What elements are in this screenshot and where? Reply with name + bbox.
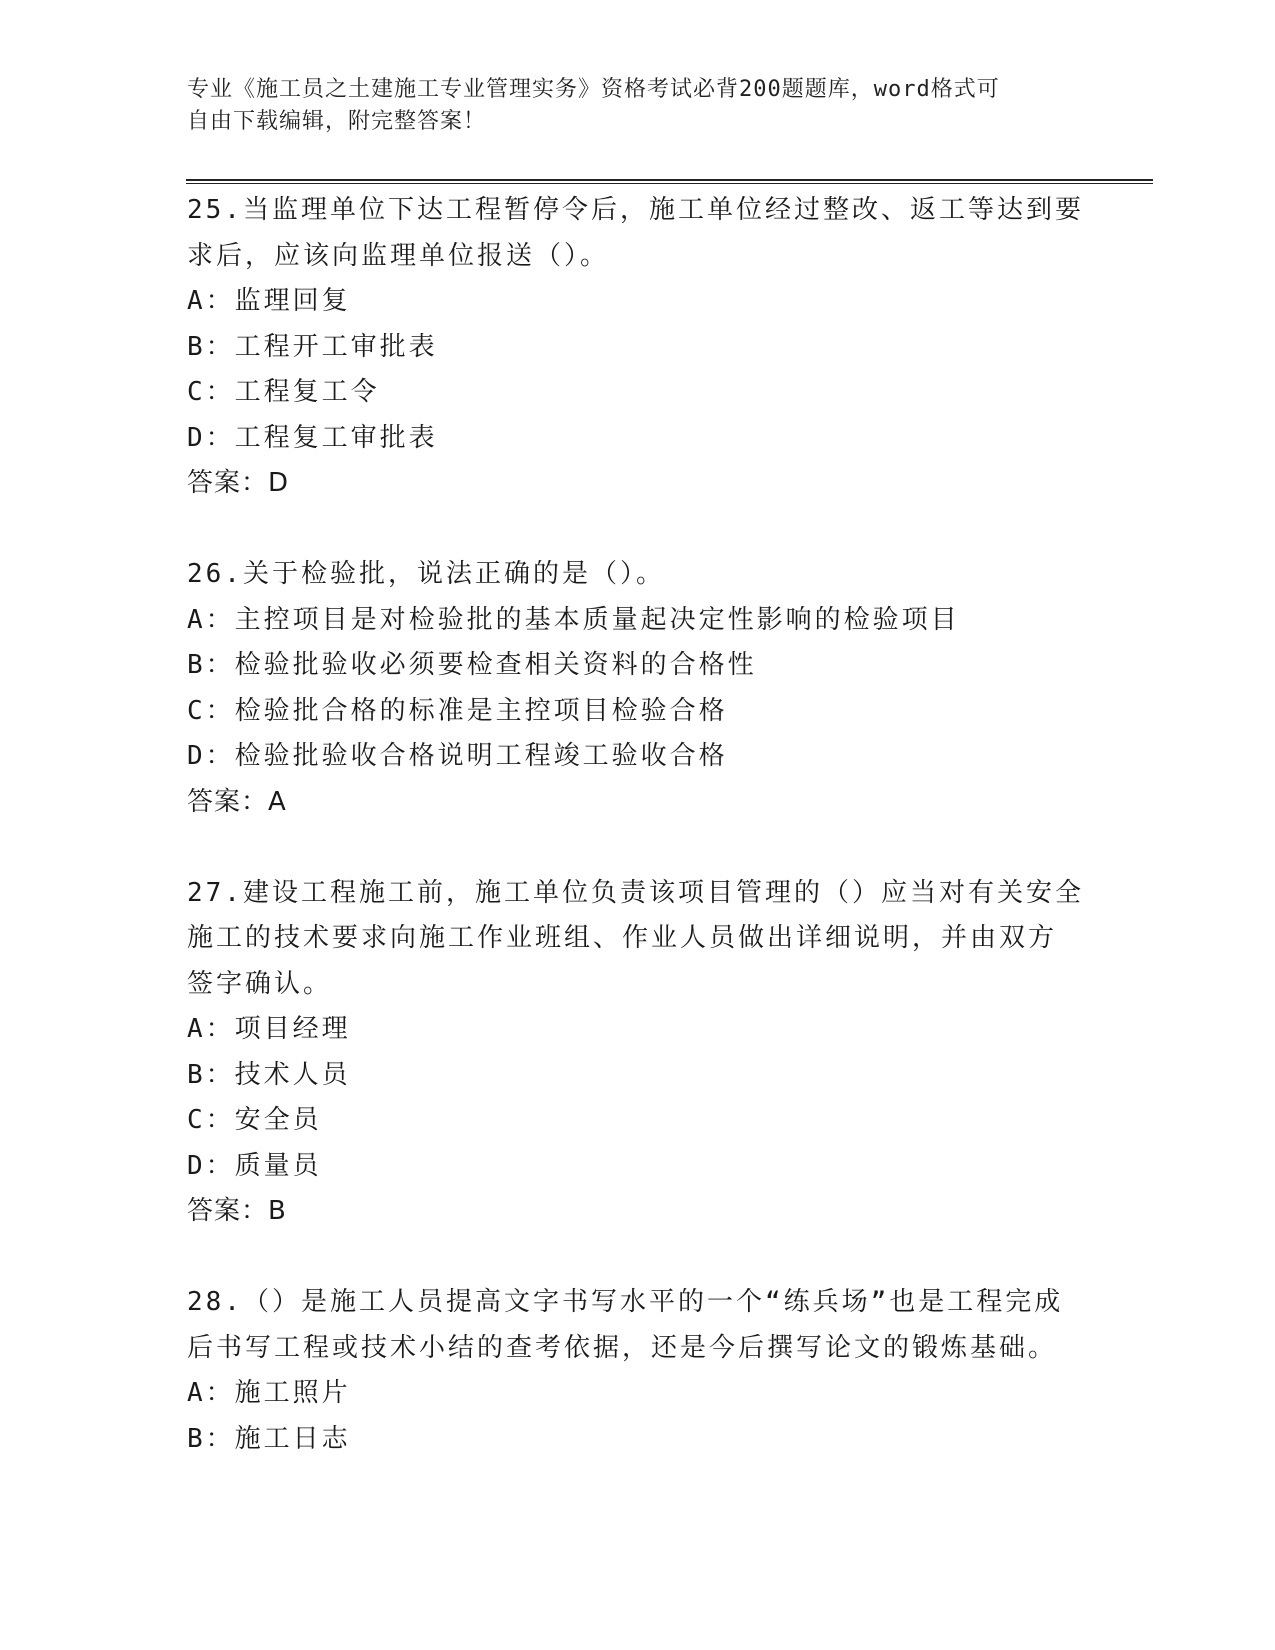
header-line-2: 自由下载编辑，附完整答案！ [187, 109, 487, 134]
option-c: C：安全员 [187, 1105, 322, 1135]
option-b: B：施工日志 [187, 1423, 351, 1454]
document-header [187, 74, 1087, 138]
question-text-line: 施工的技术要求向施工作业班组、作业人员做出详细说明，并由双方 [187, 923, 1058, 953]
option-d: D：工程复工审批表 [187, 422, 438, 453]
header-line-1: 专业《施工员之土建施工专业管理实务》资格考试必背200题题库，word格式可 [187, 77, 1000, 102]
question-text-line: 后书写工程或技术小结的查考依据，还是今后撰写论文的锻炼基础。 [187, 1332, 1058, 1363]
option-a: A：监理回复 [187, 286, 351, 316]
option-a: A：主控项目是对检验批的基本质量起决定性影响的检验项目 [187, 604, 960, 635]
answer-label: 答案：B [187, 1196, 287, 1226]
question-spacer [187, 507, 1087, 553]
option-c: C：检验批合格的标准是主控项目检验合格 [187, 695, 728, 726]
question-text-line: 签字确认。 [187, 968, 333, 999]
question-list [187, 188, 1087, 1462]
question-26 [187, 552, 1087, 825]
question-spacer [187, 1235, 1087, 1281]
option-b: B：工程开工审批表 [187, 331, 438, 362]
question-25 [187, 188, 1087, 507]
question-text-line: 26.关于检验批，说法正确的是（）。 [187, 559, 665, 589]
question-text-line: 求后，应该向监理单位报送（）。 [187, 240, 610, 271]
option-d: D：质量员 [187, 1150, 322, 1181]
question-text-line: 27.建设工程施工前，施工单位负责该项目管理的（）应当对有关安全 [187, 877, 1084, 908]
question-27 [187, 871, 1087, 1235]
option-b: B：技术人员 [187, 1059, 351, 1090]
header-divider [186, 179, 1153, 184]
question-text-line: 25.当监理单位下达工程暂停令后，施工单位经过整改、返工等达到要 [187, 195, 1084, 225]
answer-label: 答案：D [187, 468, 290, 498]
option-b: B：检验批验收必须要检查相关资料的合格性 [187, 650, 757, 680]
option-a: A：项目经理 [187, 1014, 351, 1044]
option-c: C：工程复工令 [187, 377, 380, 407]
question-spacer [187, 825, 1087, 871]
option-d: D：检验批验收合格说明工程竣工验收合格 [187, 741, 728, 771]
question-28 [187, 1280, 1087, 1462]
question-text-line: 28.（）是施工人员提高文字书写水平的一个“练兵场”也是工程完成 [187, 1287, 1064, 1317]
option-a: A：施工照片 [187, 1378, 351, 1408]
answer-label: 答案：A [187, 786, 287, 817]
